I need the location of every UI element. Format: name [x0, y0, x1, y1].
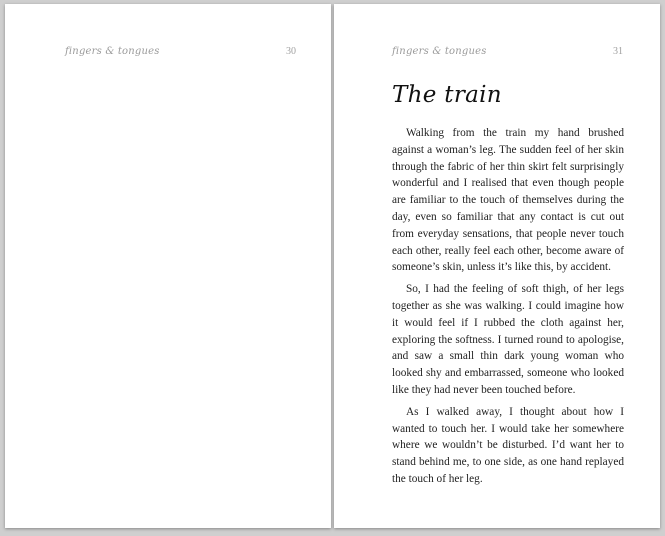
chapter-body — [392, 125, 624, 493]
running-head: fingers & tongues — [392, 46, 487, 57]
page-number: 31 — [613, 46, 623, 57]
chapter-title: The train — [392, 82, 502, 108]
paragraph: Walking from the train my hand brushed against a woman’s leg. The sudden feel of her skin through the fabric of her thin skirt felt surprisingly wonderful and I realised that even though people are familiar to the touch of themselves during the day, even so familiar that any contact is cut out from everyday sensations, that people never touch each other, really feel each other, become aware of someone’s skin, unless it’s like this, by accident. — [392, 127, 624, 274]
left-page — [5, 4, 331, 528]
paragraph: As I walked away, I thought about how I wanted to touch her. I would take her somewhere where we wouldn’t be disturbed. I’d want her to stand behind me, to one side, as one hand replayed the touch of her leg. — [392, 405, 624, 485]
right-page — [334, 4, 660, 528]
running-head: fingers & tongues — [65, 46, 160, 57]
page-number: 30 — [286, 46, 296, 57]
paragraph: So, I had the feeling of soft thigh, of her legs together as she was walking. I could imagine how it would feel if I rubbed the cloth against her, exploring the softness. I turned round to apologise, and saw a small thin dark young woman who looked shy and embarrassed, someone who looked like they had never been touched before. — [392, 283, 624, 396]
